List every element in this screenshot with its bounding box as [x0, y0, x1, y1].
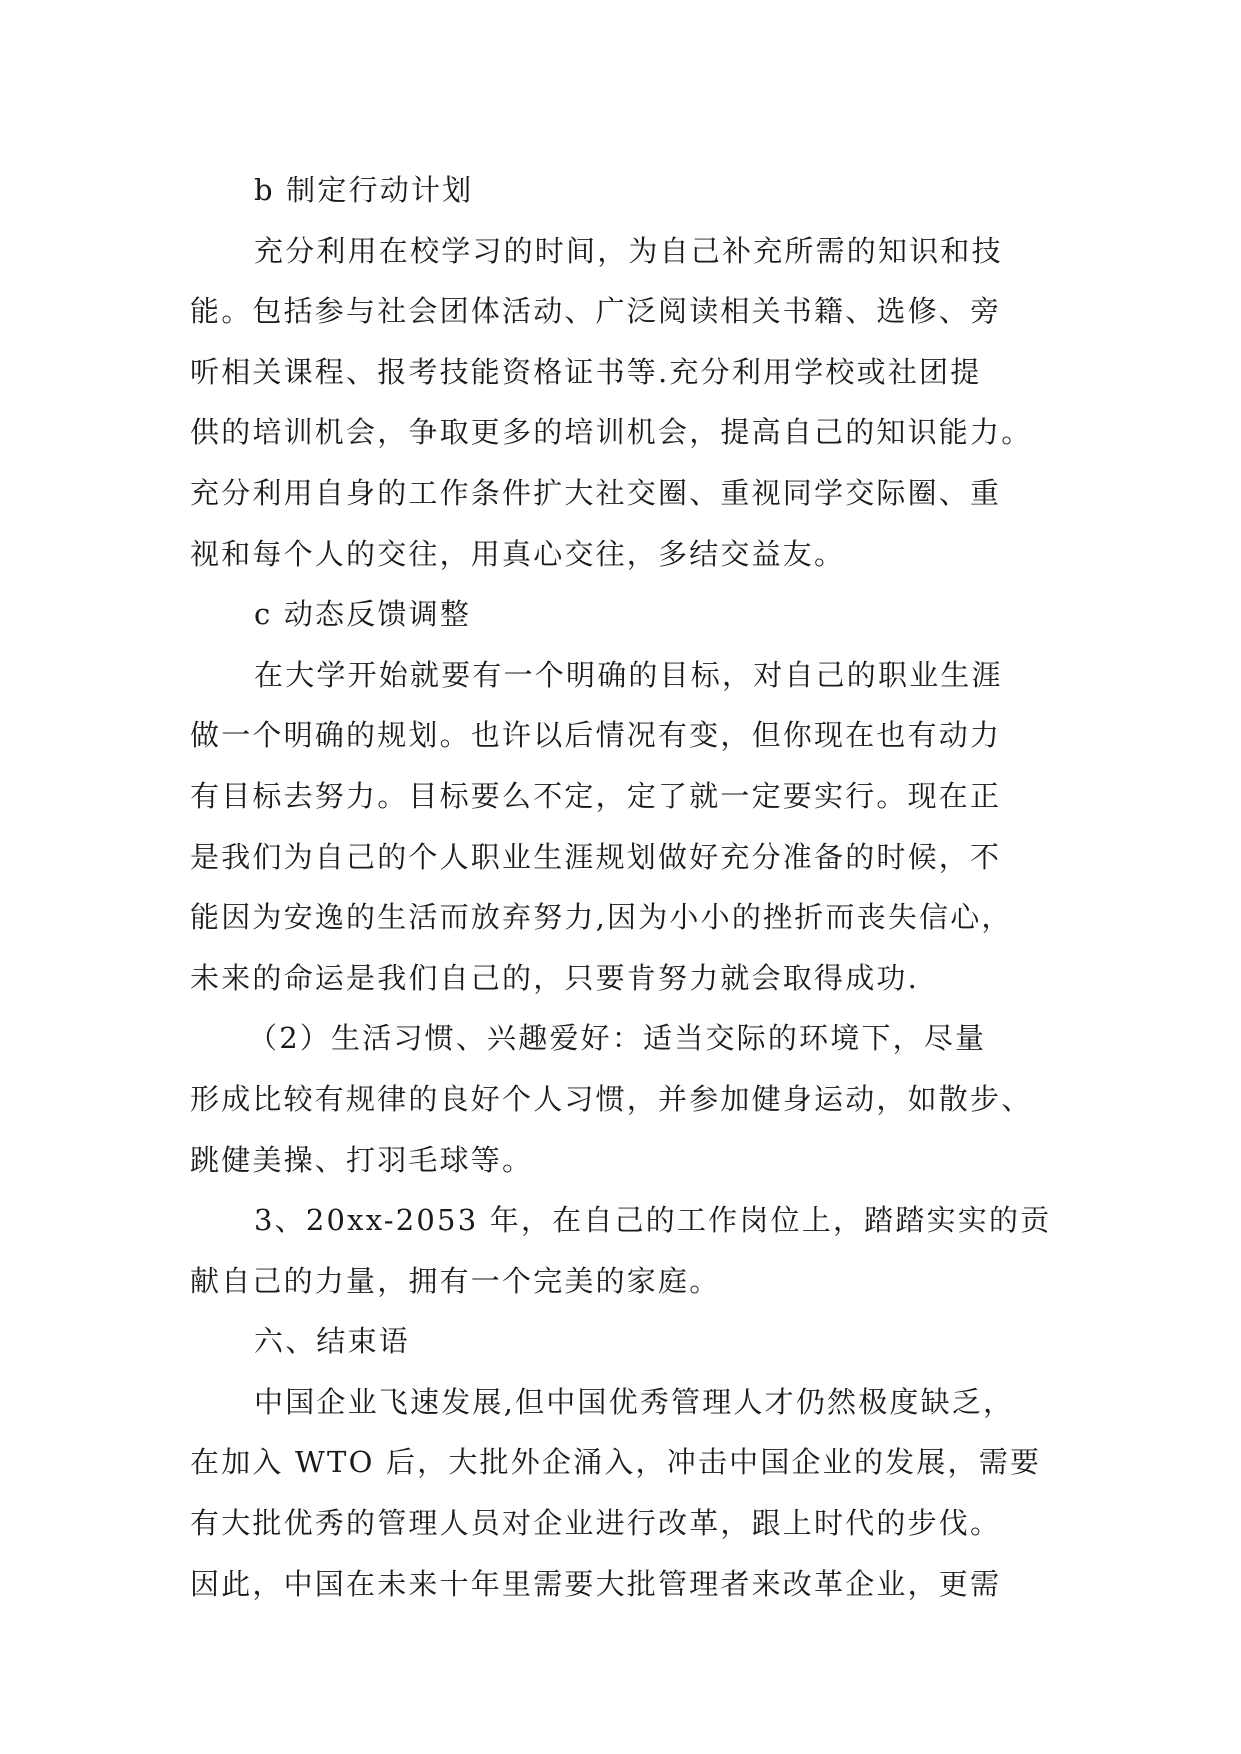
- paragraph-line: 有大批优秀的管理人员对企业进行改革，跟上时代的步伐。: [190, 1506, 1002, 1541]
- paragraph-line: 供的培训机会，争取更多的培训机会，提高自己的知识能力。: [190, 415, 1033, 450]
- paragraph-line: 做一个明确的规划。也许以后情况有变，但你现在也有动力: [190, 718, 1002, 753]
- paragraph-line: 未来的命运是我们自己的，只要肯努力就会取得成功.: [190, 960, 920, 995]
- document-body: [190, 160, 1050, 1614]
- paragraph-line: 3、20xx-2053 年，在自己的工作岗位上，踏踏实实的贡: [254, 1203, 1052, 1238]
- paragraph-line: 听相关课程、报考技能资格证书等.充分利用学校或社团提: [190, 354, 982, 389]
- paragraph-line: 是我们为自己的个人职业生涯规划做好充分准备的时候，不: [190, 839, 1002, 874]
- section-heading-conclusion: 六、结束语: [254, 1324, 411, 1359]
- paragraph-line: 在大学开始就要有一个明确的目标，对自己的职业生涯: [254, 657, 1003, 692]
- paragraph-line: 有目标去努力。目标要么不定，定了就一定要实行。现在正: [190, 778, 1002, 813]
- subheading-feedback: c 动态反馈调整: [254, 597, 472, 632]
- paragraph-line: 能。包括参与社会团体活动、广泛阅读相关书籍、选修、旁: [190, 294, 1002, 329]
- paragraph-line: 能因为安逸的生活而放弃努力,因为小小的挫折而丧失信心，: [190, 900, 1013, 935]
- paragraph-line: 因此，中国在未来十年里需要大批管理者来改革企业，更需: [190, 1566, 1002, 1601]
- paragraph-line: 形成比较有规律的良好个人习惯，并参加健身运动，如散步、: [190, 1081, 1033, 1116]
- paragraph-line: 中国企业飞速发展,但中国优秀管理人才仍然极度缺乏，: [254, 1384, 1015, 1419]
- paragraph-line: 充分利用在校学习的时间，为自己补充所需的知识和技: [254, 233, 1003, 268]
- paragraph-line: 在加入 WTO 后，大批外企涌入，冲击中国企业的发展，需要: [190, 1445, 1042, 1480]
- paragraph-line: 视和每个人的交往，用真心交往，多结交益友。: [190, 536, 846, 571]
- paragraph-line: 充分利用自身的工作条件扩大社交圈、重视同学交际圈、重: [190, 475, 1002, 510]
- paragraph-line: 跳健美操、打羽毛球等。: [190, 1142, 534, 1177]
- subheading-action-plan: b 制定行动计划: [254, 173, 474, 207]
- paragraph-line: 献自己的力量，拥有一个完美的家庭。: [190, 1263, 721, 1298]
- paragraph-line: （2）生活习惯、兴趣爱好：适当交际的环境下，尽量: [248, 1021, 987, 1056]
